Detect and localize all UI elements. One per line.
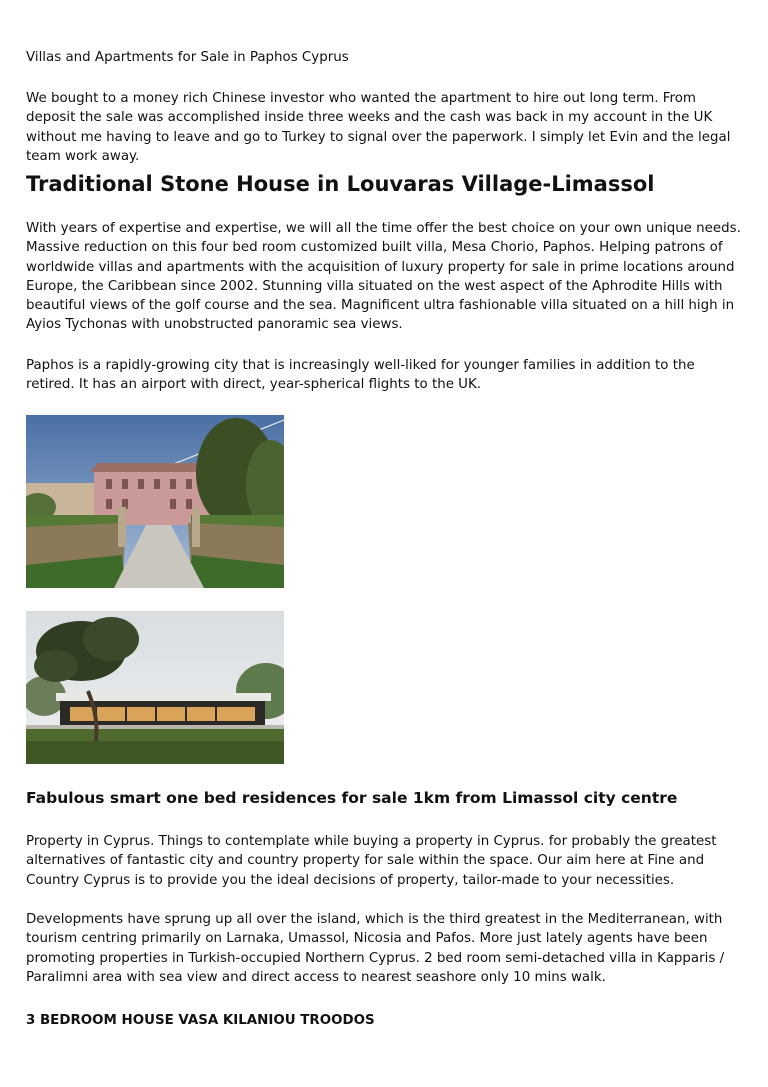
modern-villa-photo (26, 611, 284, 764)
paragraph-property-cyprus: Property in Cyprus. Things to contemplate while buying a property in Cyprus. for probably the greatest alternatives of fantastic city and country property for sale within the space. Our aim here at Fine and Country Cyprus is to provide you the ideal decisions of property, tailor-made to your necessities. (26, 834, 717, 888)
paragraph-developments: Developments have sprung up all over the island, which is the third greatest in the Mediterranean, with tourism centring primarily on Larnaka, Umassol, Nicosia and Pafos. More just lately agents have been promoting properties in Turkish-occupied Northern Cyprus. 2 bed room semi-detached villa in Kapparis / Paralimni area with sea view and direct access to nearest seashore only 10 mins walk. (26, 912, 725, 985)
section-heading-troodos: 3 BEDROOM HOUSE VASA KILANIOU TROODOS (26, 1013, 375, 1028)
paragraph-expertise: With years of expertise and expertise, we will all the time offer the best choice on your own unique needs. Massive reduction on this four bed room customized built villa, Mesa Chorio, Paphos. Helping patrons of worldwide villas and apartments with the acquisition of luxury property for sale in prime locations around Europe, the Caribbean since 2002. Stunning villa situated on the west aspect of the Aphrodite Hills with beautiful views of the golf course and the sea. Magnificent ultra fashionable villa situated on a hill high in Ayios Tychonas with unobstructed panoramic sea views. (26, 221, 741, 333)
villa-garden-photo (26, 415, 284, 588)
section-heading-stone-house: Traditional Stone House in Louvaras Village-Limassol (26, 172, 655, 196)
intro-title: Villas and Apartments for Sale in Paphos Cyprus (26, 50, 349, 65)
paragraph-paphos: Paphos is a rapidly-growing city that is increasingly well-liked for younger families in addition to the retired. It has an airport with direct, year-spherical flights to the UK. (26, 358, 695, 393)
section-heading-one-bed: Fabulous smart one bed residences for sale 1km from Limassol city centre (26, 789, 678, 807)
intro-paragraph: We bought to a money rich Chinese investor who wanted the apartment to hire out long term. From deposit the sale was accomplished inside three weeks and the cash was back in my account in the UK without me having to leave and go to Turkey to signal over the paperwork. I simply let Evin and the legal team work away. (26, 91, 731, 164)
